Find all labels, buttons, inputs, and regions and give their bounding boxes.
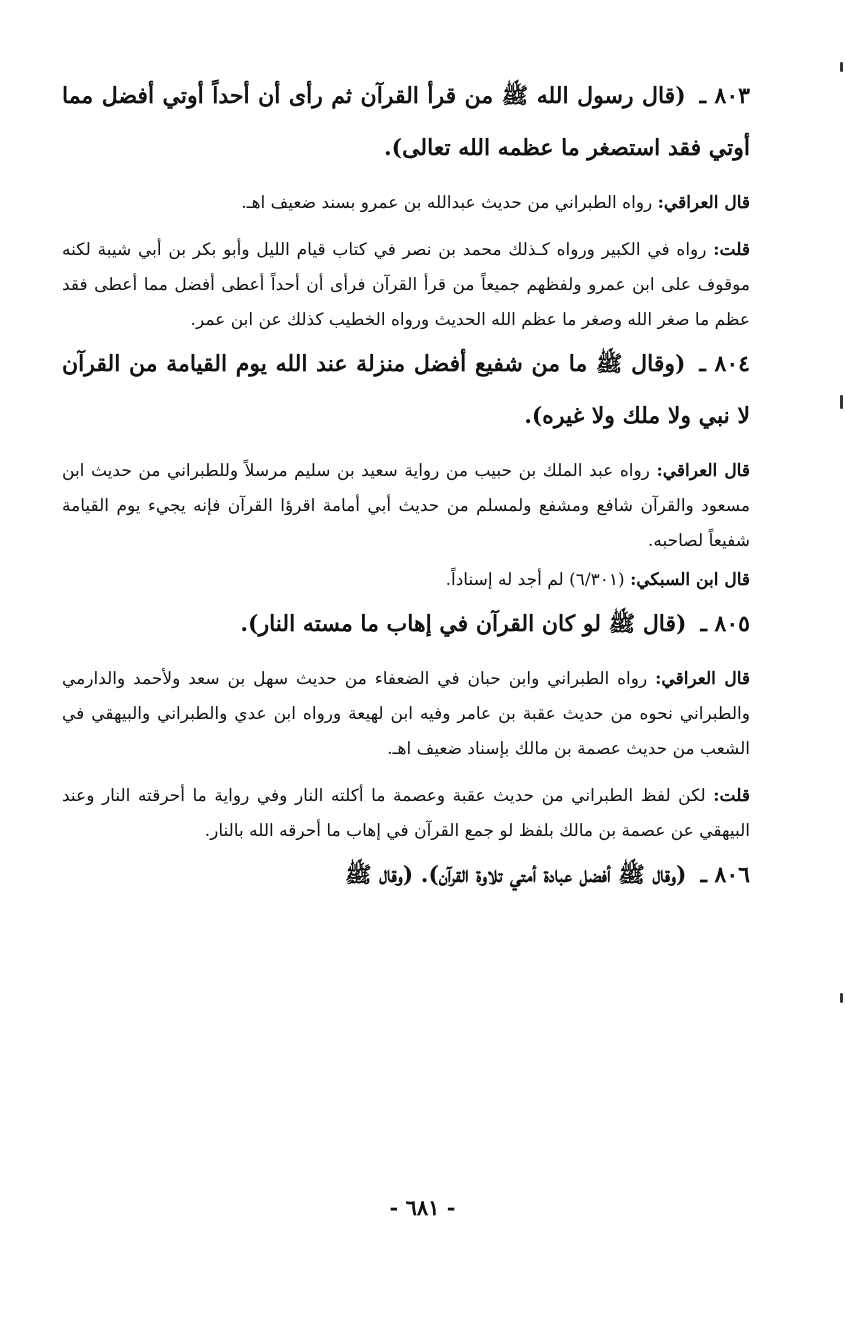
commentary-label: قلت:	[713, 240, 750, 260]
hadith-806	[62, 849, 750, 901]
commentary-text: رواه في الكبير ورواه كـذلك محمد بن نصر في كتاب قيام الليل وأبو بكر بن أبي شيبة لكنه موقوف على ابن عمرو ولفظهم جميعاً من قرأ القرآن فرأى أن أحداً أعطى أفضل مما أعطى فقد عظم ما صغر الله وصغر ما عظم الله الحديث ورواه الخطيب كذلك عن ابن عمر.	[62, 240, 750, 330]
commentary-text: رواه الطبراني من حديث عبدالله بن عمرو بسند ضعيف اهـ.	[241, 193, 653, 213]
hadith-number: ٨٠٣ ـ	[699, 83, 750, 109]
scan-edge-mark	[840, 993, 843, 1003]
commentary-text: رواه الطبراني وابن حبان في الضعفاء من حديث سهل بن سعد ولأحمد والدارمي والطبراني نحوه من حديث عقبة بن عامر وفيه ابن لهيعة ورواه ابن عدي والطبراني والبيهقي في الشعب من حديث عصمة بن مالك بإسناد ضعيف اهـ.	[62, 669, 750, 759]
commentary-iraqi	[62, 454, 750, 559]
scan-edge-mark	[840, 395, 843, 409]
commentary-label: قال العراقي:	[655, 669, 750, 689]
commentary-label: قال العراقي:	[657, 193, 750, 213]
commentary-label: قال العراقي:	[656, 461, 750, 481]
hadith-text: (قال رسول الله ﷺ من قرأ القرآن ثم رأى أن أحداً أوتي أفضل مما أوتي فقد استصغر ما عظمه الله تعالى).	[62, 83, 750, 161]
commentary-text: (٦/٣٠١) لم أجد له إسناداً.	[445, 570, 625, 590]
hadith-text: (وقال ﷺ ما من شفيع أفضل منزلة عند الله يوم القيامة من القرآن لا نبي ولا ملك ولا غيره).	[62, 351, 750, 429]
commentary-text: لكن لفظ الطبراني من حديث عقبة وعصمة ما أكلته النار وفي رواية ما أحرقته النار وعند البيهقي عن عصمة بن مالك بلفظ لو جمع القرآن في إهاب ما أحرقه الله بالنار.	[62, 786, 750, 841]
hadith-804	[62, 338, 750, 442]
hadith-text: (وقال ﷺ أفضل عبادة أمتي تلاوة القرآن). (وقال ﷺ	[345, 862, 687, 888]
commentary-text: رواه عبد الملك بن حبيب من رواية سعيد بن سليم مرسلاً وللطبراني من حديث ابن مسعود والقرآن شافع ومشفع ولمسلم من حديث أبي أمامة اقرؤا القرآن فإنه يجيء يوم القيامة شفيعاً لصاحبه.	[62, 461, 750, 551]
hadith-803	[62, 70, 750, 174]
commentary-iraqi	[62, 186, 750, 221]
hadith-number: ٨٠٤ ـ	[699, 351, 750, 377]
commentary-label: قلت:	[713, 786, 750, 806]
hadith-text: (قال ﷺ لو كان القرآن في إهاب ما مسته النار).	[240, 611, 687, 637]
scan-edge-mark	[840, 62, 843, 72]
hadith-805	[62, 598, 750, 650]
commentary-label: قال ابن السبكي:	[630, 570, 750, 590]
commentary-qultu	[62, 779, 750, 849]
page-body	[62, 70, 750, 901]
hadith-number: ٨٠٦ ـ	[700, 862, 750, 888]
page-number: - ٦٨١ -	[389, 1195, 456, 1220]
commentary-subki	[62, 563, 750, 598]
hadith-number: ٨٠٥ ـ	[700, 611, 750, 637]
commentary-iraqi	[62, 662, 750, 767]
commentary-qultu	[62, 233, 750, 338]
